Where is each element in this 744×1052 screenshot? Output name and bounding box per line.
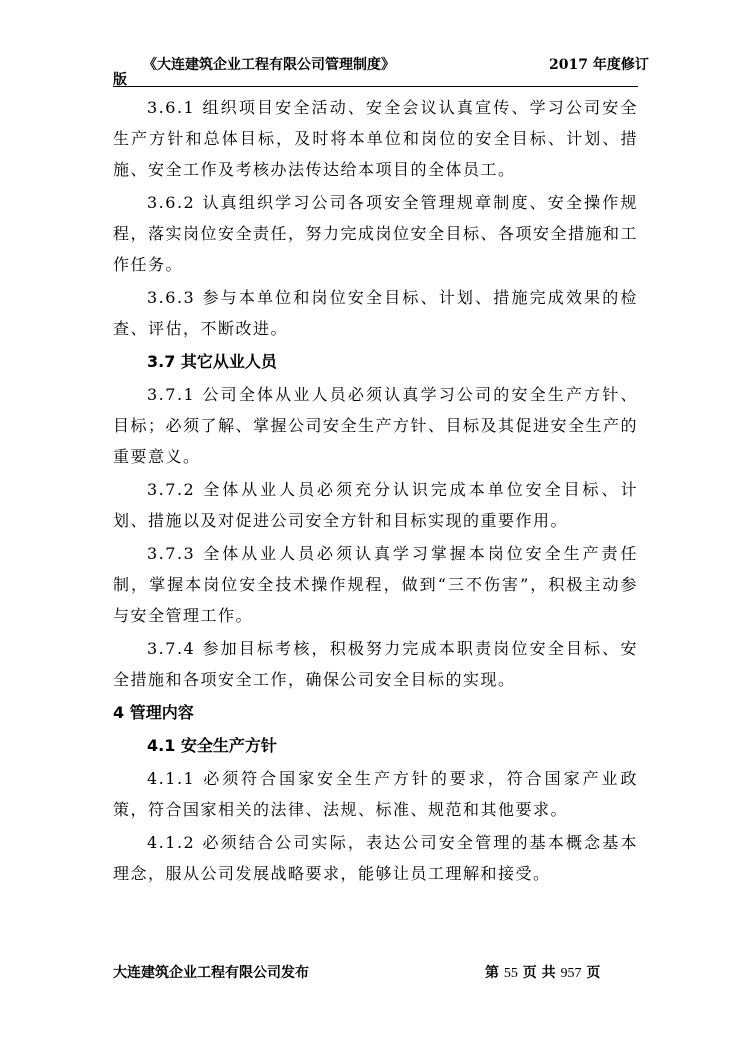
header-divider (113, 86, 638, 87)
chapter-heading-4: 4 管理内容 (113, 703, 194, 722)
page-current: 55 (503, 966, 518, 981)
page-total: 957 (560, 966, 582, 981)
page-number (485, 962, 600, 982)
page-suffix: 页 (586, 965, 601, 981)
document-title: 《大连建筑企业工程有限公司管理制度》 (143, 57, 395, 73)
document-body (113, 92, 638, 891)
paragraph-3-7-1: 3.7.1 公司全体从业人员必须认真学习公司的安全生产方针、目标；必须了解、掌握公司安全生产方针、目标及其促进安全生产的重要意义。 (113, 385, 639, 466)
section-heading-4-1: 4.1 安全生产方针 (147, 736, 277, 755)
revision-label-wrap: 版 (113, 72, 127, 88)
paragraph-3-7-2: 3.7.2 全体从业人员必须充分认识完成本单位安全目标、计划、措施以及对促进公司安全方针和目标实现的重要作用。 (113, 480, 638, 530)
paragraph-3-7-4: 3.7.4 参加目标考核，积极努力完成本职责岗位安全目标、安全措施和各项安全工作，确保公司安全目标的实现。 (113, 639, 638, 689)
paragraph-3-7-3: 3.7.3 全体从业人员必须认真学习掌握本岗位安全生产责任制，掌握本岗位安全技术操作规程，做到“三不伤害”，积极主动参与安全管理工作。 (113, 544, 638, 625)
paragraph-3-6-2: 3.6.2 认真组织学习公司各项安全管理规章制度、安全操作规程，落实岗位安全责任，努力完成岗位安全目标、各项安全措施和工作任务。 (113, 193, 639, 274)
paragraph-3-6-1: 3.6.1 组织项目安全活动、安全会议认真宣传、学习公司安全生产方针和总体目标，及时将本单位和岗位的安全目标、计划、措施、安全工作及考核办法传达给本项目的全体员工。 (113, 98, 638, 179)
page-mid: 页 共 (522, 965, 556, 981)
revision-label: 2017 年度修订 (549, 57, 649, 73)
publisher-label: 大连建筑企业工程有限公司发布 (113, 965, 309, 981)
paragraph-3-6-3: 3.6.3 参与本单位和岗位安全目标、计划、措施完成效果的检查、评估，不断改进。 (113, 288, 638, 338)
paragraph-4-1-1: 4.1.1 必须符合国家安全生产方针的要求，符合国家产业政策，符合国家相关的法律、法规、标准、规范和其他要求。 (113, 769, 638, 819)
section-heading-3-7: 3.7 其它从业人员 (147, 352, 277, 371)
page-prefix: 第 (485, 965, 499, 981)
paragraph-4-1-2: 4.1.2 必须结合公司实际，表达公司安全管理的基本概念基本理念，服从公司发展战略要求，能够让员工理解和接受。 (113, 833, 638, 883)
